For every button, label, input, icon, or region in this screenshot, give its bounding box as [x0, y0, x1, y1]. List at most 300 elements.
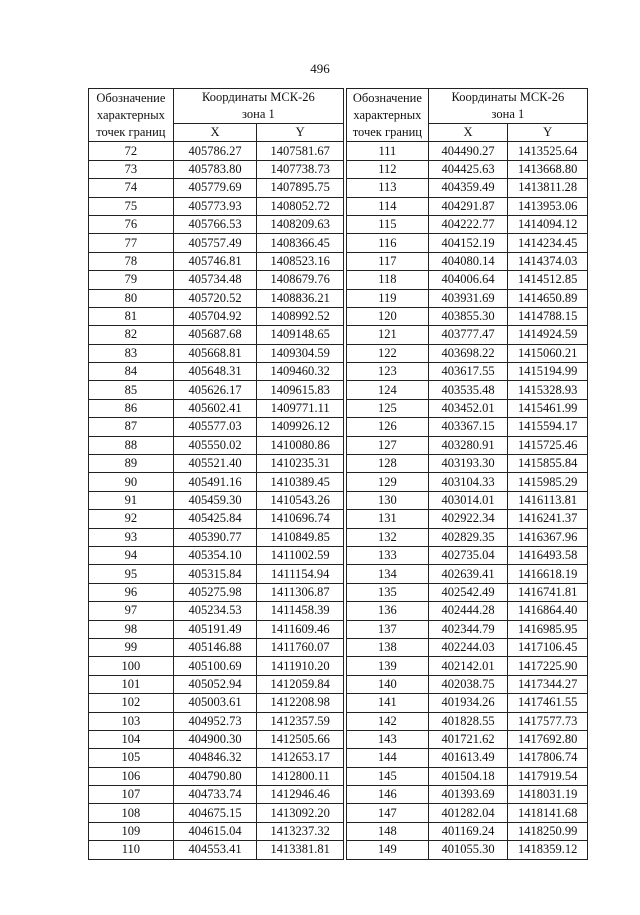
y-coordinate-cell: 1417461.55 — [508, 694, 588, 712]
table-row — [89, 657, 344, 675]
y-coordinate-cell: 1416367.96 — [508, 528, 588, 546]
y-coordinate-cell: 1408052.72 — [257, 197, 344, 215]
y-coordinate-cell: 1412357.59 — [257, 712, 344, 730]
table-row — [347, 142, 588, 160]
y-coordinate-cell: 1410080.86 — [257, 436, 344, 454]
y-coordinate-cell: 1415328.93 — [508, 381, 588, 399]
table-row — [89, 712, 344, 730]
point-id-cell: 127 — [347, 436, 429, 454]
point-id-cell: 94 — [89, 546, 174, 564]
point-id-cell: 124 — [347, 381, 429, 399]
table-row — [347, 712, 588, 730]
table-row — [89, 565, 344, 583]
y-coordinate-cell: 1412653.17 — [257, 749, 344, 767]
table-row — [89, 381, 344, 399]
table-row — [89, 197, 344, 215]
y-coordinate-cell: 1418359.12 — [508, 841, 588, 859]
coordinates-table-left — [88, 88, 344, 860]
x-coordinate-cell: 405550.02 — [173, 436, 257, 454]
point-header-line: характерных — [96, 107, 165, 122]
table-row — [347, 675, 588, 693]
y-coordinate-cell: 1409771.11 — [257, 399, 344, 417]
point-id-cell: 93 — [89, 528, 174, 546]
table-row — [347, 399, 588, 417]
table-row — [89, 804, 344, 822]
x-coordinate-cell: 403617.55 — [428, 363, 508, 381]
y-coordinate-cell: 1408679.76 — [257, 271, 344, 289]
y-coordinate-cell: 1413811.28 — [508, 179, 588, 197]
y-coordinate-cell: 1417225.90 — [508, 657, 588, 675]
y-coordinate-cell: 1409304.59 — [257, 344, 344, 362]
table-row — [89, 399, 344, 417]
coords-header-line: Координаты МСК-26 — [451, 90, 565, 104]
table-row — [89, 326, 344, 344]
point-id-cell: 145 — [347, 767, 429, 785]
point-id-cell: 137 — [347, 620, 429, 638]
x-coordinate-cell: 401282.04 — [428, 804, 508, 822]
x-coordinate-cell: 404733.74 — [173, 786, 257, 804]
y-coordinate-cell: 1415985.29 — [508, 473, 588, 491]
x-coordinate-cell: 405779.69 — [173, 179, 257, 197]
point-id-cell: 138 — [347, 638, 429, 656]
table-row — [89, 767, 344, 785]
x-coordinate-cell: 403855.30 — [428, 307, 508, 325]
x-coordinate-cell: 401828.55 — [428, 712, 508, 730]
coords-header-line: Координаты МСК-26 — [202, 90, 315, 104]
x-coordinate-cell: 404222.77 — [428, 215, 508, 233]
x-coordinate-cell: 405459.30 — [173, 491, 257, 509]
x-coordinate-cell: 405491.16 — [173, 473, 257, 491]
table-row — [89, 455, 344, 473]
y-coordinate-cell: 1413381.81 — [257, 841, 344, 859]
y-coordinate-cell: 1416864.40 — [508, 602, 588, 620]
table-row — [89, 786, 344, 804]
x-coordinate-cell: 404291.87 — [428, 197, 508, 215]
table-row — [347, 381, 588, 399]
x-coordinate-cell: 403193.30 — [428, 455, 508, 473]
point-id-cell: 79 — [89, 271, 174, 289]
table-row — [89, 252, 344, 270]
point-header-line: Обозначение — [352, 90, 422, 105]
x-coordinate-cell: 403367.15 — [428, 418, 508, 436]
y-coordinate-cell: 1414374.03 — [508, 252, 588, 270]
table-row — [347, 363, 588, 381]
point-id-cell: 81 — [89, 307, 174, 325]
x-coordinate-cell: 404675.15 — [173, 804, 257, 822]
y-coordinate-cell: 1409615.83 — [257, 381, 344, 399]
point-id-cell: 133 — [347, 546, 429, 564]
y-coordinate-cell: 1411154.94 — [257, 565, 344, 583]
y-coordinate-cell: 1411002.59 — [257, 546, 344, 564]
x-coordinate-cell: 404359.49 — [428, 179, 508, 197]
x-coordinate-cell: 404846.32 — [173, 749, 257, 767]
y-coordinate-cell: 1407581.67 — [257, 142, 344, 160]
y-coordinate-cell: 1418141.68 — [508, 804, 588, 822]
y-coordinate-cell: 1413525.64 — [508, 142, 588, 160]
point-header-line: точек границ — [96, 124, 166, 139]
y-coordinate-cell: 1411910.20 — [257, 657, 344, 675]
table-row — [89, 841, 344, 859]
point-id-cell: 102 — [89, 694, 174, 712]
y-coordinate-cell: 1412946.46 — [257, 786, 344, 804]
table-row — [347, 602, 588, 620]
table-row — [89, 491, 344, 509]
point-id-cell: 129 — [347, 473, 429, 491]
table-row — [89, 215, 344, 233]
y-coordinate-cell: 1415461.99 — [508, 399, 588, 417]
x-coordinate-cell: 405626.17 — [173, 381, 257, 399]
y-coordinate-cell: 1414234.45 — [508, 234, 588, 252]
y-coordinate-cell: 1414924.59 — [508, 326, 588, 344]
table-row — [347, 160, 588, 178]
table-row — [347, 510, 588, 528]
point-id-cell: 80 — [89, 289, 174, 307]
y-coordinate-cell: 1416618.19 — [508, 565, 588, 583]
table-row — [347, 841, 588, 859]
table-row — [89, 749, 344, 767]
point-id-cell: 84 — [89, 363, 174, 381]
x-coordinate-cell: 403777.47 — [428, 326, 508, 344]
x-coordinate-cell: 404900.30 — [173, 730, 257, 748]
point-id-cell: 125 — [347, 399, 429, 417]
point-id-cell: 141 — [347, 694, 429, 712]
y-coordinate-cell: 1411306.87 — [257, 583, 344, 601]
y-coordinate-cell: 1410543.26 — [257, 491, 344, 509]
y-coordinate-cell: 1414788.15 — [508, 307, 588, 325]
point-id-cell: 107 — [89, 786, 174, 804]
x-coordinate-cell: 405234.53 — [173, 602, 257, 620]
table-row — [89, 160, 344, 178]
x-coordinate-cell: 405521.40 — [173, 455, 257, 473]
x-coordinate-cell: 405648.31 — [173, 363, 257, 381]
x-coordinate-cell: 405577.03 — [173, 418, 257, 436]
y-coordinate-cell: 1418031.19 — [508, 786, 588, 804]
table-row — [347, 620, 588, 638]
table-row — [89, 179, 344, 197]
point-id-cell: 85 — [89, 381, 174, 399]
point-id-cell: 134 — [347, 565, 429, 583]
point-id-cell: 108 — [89, 804, 174, 822]
point-id-cell: 131 — [347, 510, 429, 528]
x-coordinate-cell: 401721.62 — [428, 730, 508, 748]
x-coordinate-cell: 405602.41 — [173, 399, 257, 417]
point-id-cell: 90 — [89, 473, 174, 491]
coords-group-header — [173, 89, 343, 124]
table-body-right — [347, 142, 588, 859]
table-row — [347, 418, 588, 436]
point-id-cell: 120 — [347, 307, 429, 325]
table-row — [347, 271, 588, 289]
x-coordinate-cell: 405146.88 — [173, 638, 257, 656]
point-id-cell: 86 — [89, 399, 174, 417]
x-coordinate-cell: 403698.22 — [428, 344, 508, 362]
table-row — [347, 234, 588, 252]
x-coordinate-cell: 404790.80 — [173, 767, 257, 785]
point-id-cell: 98 — [89, 620, 174, 638]
y-coordinate-cell: 1412800.11 — [257, 767, 344, 785]
y-coordinate-cell: 1416985.95 — [508, 620, 588, 638]
y-coordinate-cell: 1417106.45 — [508, 638, 588, 656]
point-id-cell: 111 — [347, 142, 429, 160]
coords-group-header — [428, 89, 587, 124]
table-row — [347, 767, 588, 785]
table-row — [89, 436, 344, 454]
table-row — [89, 344, 344, 362]
table-row — [347, 473, 588, 491]
point-id-cell: 147 — [347, 804, 429, 822]
x-coordinate-cell: 405191.49 — [173, 620, 257, 638]
point-id-cell: 117 — [347, 252, 429, 270]
table-row — [347, 344, 588, 362]
y-coordinate-cell: 1409926.12 — [257, 418, 344, 436]
point-id-cell: 130 — [347, 491, 429, 509]
x-coordinate-cell: 405786.27 — [173, 142, 257, 160]
x-coordinate-cell: 403452.01 — [428, 399, 508, 417]
y-coordinate-cell: 1407738.73 — [257, 160, 344, 178]
table-row — [347, 491, 588, 509]
point-id-cell: 106 — [89, 767, 174, 785]
y-coordinate-cell: 1416113.81 — [508, 491, 588, 509]
table-row — [89, 730, 344, 748]
x-coordinate-cell: 405100.69 — [173, 657, 257, 675]
y-coordinate-cell: 1410389.45 — [257, 473, 344, 491]
x-coordinate-cell: 402922.34 — [428, 510, 508, 528]
table-row — [89, 307, 344, 325]
table-row — [347, 583, 588, 601]
y-coordinate-cell: 1416493.58 — [508, 546, 588, 564]
point-id-cell: 91 — [89, 491, 174, 509]
x-coordinate-cell: 405746.81 — [173, 252, 257, 270]
x-coordinate-cell: 404425.63 — [428, 160, 508, 178]
point-header-line: характерных — [353, 107, 422, 122]
point-id-cell: 104 — [89, 730, 174, 748]
point-id-cell: 123 — [347, 363, 429, 381]
point-id-cell: 148 — [347, 822, 429, 840]
y-coordinate-cell: 1407895.75 — [257, 179, 344, 197]
point-id-cell: 88 — [89, 436, 174, 454]
x-coordinate-cell: 401613.49 — [428, 749, 508, 767]
table-row — [347, 455, 588, 473]
table-row — [347, 436, 588, 454]
y-coordinate-cell: 1408836.21 — [257, 289, 344, 307]
point-id-cell: 78 — [89, 252, 174, 270]
table-row — [89, 363, 344, 381]
point-id-cell: 105 — [89, 749, 174, 767]
x-coordinate-cell: 401169.24 — [428, 822, 508, 840]
point-id-cell: 140 — [347, 675, 429, 693]
y-coordinate-cell: 1408366.45 — [257, 234, 344, 252]
x-coordinate-cell: 405783.80 — [173, 160, 257, 178]
table-row — [347, 289, 588, 307]
y-coordinate-cell: 1412059.84 — [257, 675, 344, 693]
point-id-cell: 109 — [89, 822, 174, 840]
point-id-cell: 126 — [347, 418, 429, 436]
y-coordinate-cell: 1413237.32 — [257, 822, 344, 840]
point-id-cell: 128 — [347, 455, 429, 473]
x-coordinate-cell: 405757.49 — [173, 234, 257, 252]
y-coordinate-cell: 1413953.06 — [508, 197, 588, 215]
x-coordinate-cell: 402444.28 — [428, 602, 508, 620]
point-column-header — [89, 89, 174, 142]
point-id-cell: 139 — [347, 657, 429, 675]
x-coordinate-cell: 405704.92 — [173, 307, 257, 325]
x-coordinate-cell: 405315.84 — [173, 565, 257, 583]
y-coordinate-cell: 1410696.74 — [257, 510, 344, 528]
x-coordinate-cell: 405425.84 — [173, 510, 257, 528]
y-coordinate-cell: 1413092.20 — [257, 804, 344, 822]
table-row — [89, 271, 344, 289]
x-column-header: X — [428, 124, 508, 142]
table-row — [347, 730, 588, 748]
point-id-cell: 114 — [347, 197, 429, 215]
coordinates-table-right — [346, 88, 588, 860]
x-coordinate-cell: 403014.01 — [428, 491, 508, 509]
table-row — [89, 528, 344, 546]
y-coordinate-cell: 1416241.37 — [508, 510, 588, 528]
point-id-cell: 73 — [89, 160, 174, 178]
y-coordinate-cell: 1415594.17 — [508, 418, 588, 436]
point-id-cell: 142 — [347, 712, 429, 730]
table-row — [347, 179, 588, 197]
y-coordinate-cell: 1416741.81 — [508, 583, 588, 601]
table-row — [89, 638, 344, 656]
y-coordinate-cell: 1413668.80 — [508, 160, 588, 178]
table-row — [347, 307, 588, 325]
x-coordinate-cell: 402829.35 — [428, 528, 508, 546]
point-id-cell: 92 — [89, 510, 174, 528]
table-row — [89, 620, 344, 638]
point-header-line: Обозначение — [96, 90, 166, 105]
point-id-cell: 135 — [347, 583, 429, 601]
table-row — [347, 326, 588, 344]
point-id-cell: 112 — [347, 160, 429, 178]
point-id-cell: 99 — [89, 638, 174, 656]
point-id-cell: 119 — [347, 289, 429, 307]
y-coordinate-cell: 1414512.85 — [508, 271, 588, 289]
point-id-cell: 95 — [89, 565, 174, 583]
table-row — [347, 786, 588, 804]
y-coordinate-cell: 1411760.07 — [257, 638, 344, 656]
point-id-cell: 115 — [347, 215, 429, 233]
y-coordinate-cell: 1410849.85 — [257, 528, 344, 546]
point-id-cell: 146 — [347, 786, 429, 804]
y-column-header: Y — [257, 124, 344, 142]
x-coordinate-cell: 405003.61 — [173, 694, 257, 712]
table-row — [347, 546, 588, 564]
y-coordinate-cell: 1417919.54 — [508, 767, 588, 785]
table-row — [89, 418, 344, 436]
point-id-cell: 100 — [89, 657, 174, 675]
table-row — [347, 694, 588, 712]
table-row — [347, 565, 588, 583]
x-coordinate-cell: 404553.41 — [173, 841, 257, 859]
x-coordinate-cell: 404952.73 — [173, 712, 257, 730]
table-row — [347, 528, 588, 546]
y-column-header: Y — [508, 124, 588, 142]
x-coordinate-cell: 401504.18 — [428, 767, 508, 785]
table-row — [347, 215, 588, 233]
x-coordinate-cell: 404006.64 — [428, 271, 508, 289]
y-coordinate-cell: 1414650.89 — [508, 289, 588, 307]
y-coordinate-cell: 1415725.46 — [508, 436, 588, 454]
x-coordinate-cell: 404080.14 — [428, 252, 508, 270]
point-id-cell: 136 — [347, 602, 429, 620]
x-coordinate-cell: 405390.77 — [173, 528, 257, 546]
point-header-line: точек границ — [352, 124, 423, 139]
x-coordinate-cell: 405766.53 — [173, 215, 257, 233]
x-coordinate-cell: 402142.01 — [428, 657, 508, 675]
point-id-cell: 87 — [89, 418, 174, 436]
table-row — [89, 546, 344, 564]
table-row — [347, 657, 588, 675]
x-column-header: X — [173, 124, 257, 142]
table-row — [347, 749, 588, 767]
x-coordinate-cell: 403931.69 — [428, 289, 508, 307]
point-id-cell: 72 — [89, 142, 174, 160]
table-row — [347, 822, 588, 840]
x-coordinate-cell: 405275.98 — [173, 583, 257, 601]
table-row — [89, 602, 344, 620]
x-coordinate-cell: 405773.93 — [173, 197, 257, 215]
table-row — [89, 694, 344, 712]
table-row — [89, 142, 344, 160]
x-coordinate-cell: 405052.94 — [173, 675, 257, 693]
y-coordinate-cell: 1417692.80 — [508, 730, 588, 748]
x-coordinate-cell: 403280.91 — [428, 436, 508, 454]
y-coordinate-cell: 1408523.16 — [257, 252, 344, 270]
table-row — [347, 197, 588, 215]
table-row — [347, 804, 588, 822]
table-row — [347, 638, 588, 656]
table-row — [89, 583, 344, 601]
point-id-cell: 116 — [347, 234, 429, 252]
y-coordinate-cell: 1408992.52 — [257, 307, 344, 325]
x-coordinate-cell: 402542.49 — [428, 583, 508, 601]
x-coordinate-cell: 405720.52 — [173, 289, 257, 307]
y-coordinate-cell: 1415855.84 — [508, 455, 588, 473]
table-row — [89, 289, 344, 307]
coords-header-line: зона 1 — [491, 107, 525, 121]
y-coordinate-cell: 1411458.39 — [257, 602, 344, 620]
point-column-header — [347, 89, 429, 142]
y-coordinate-cell: 1415060.21 — [508, 344, 588, 362]
x-coordinate-cell: 401934.26 — [428, 694, 508, 712]
x-coordinate-cell: 404615.04 — [173, 822, 257, 840]
y-coordinate-cell: 1417344.27 — [508, 675, 588, 693]
y-coordinate-cell: 1414094.12 — [508, 215, 588, 233]
y-coordinate-cell: 1418250.99 — [508, 822, 588, 840]
y-coordinate-cell: 1412505.66 — [257, 730, 344, 748]
table-row — [89, 510, 344, 528]
x-coordinate-cell: 404152.19 — [428, 234, 508, 252]
x-coordinate-cell: 402639.41 — [428, 565, 508, 583]
x-coordinate-cell: 402344.79 — [428, 620, 508, 638]
point-id-cell: 76 — [89, 215, 174, 233]
x-coordinate-cell: 402038.75 — [428, 675, 508, 693]
point-id-cell: 74 — [89, 179, 174, 197]
y-coordinate-cell: 1412208.98 — [257, 694, 344, 712]
y-coordinate-cell: 1417577.73 — [508, 712, 588, 730]
page-number: 496 — [310, 61, 330, 76]
x-coordinate-cell: 401393.69 — [428, 786, 508, 804]
point-id-cell: 132 — [347, 528, 429, 546]
x-coordinate-cell: 405687.68 — [173, 326, 257, 344]
point-id-cell: 113 — [347, 179, 429, 197]
table-row — [89, 822, 344, 840]
y-coordinate-cell: 1410235.31 — [257, 455, 344, 473]
y-coordinate-cell: 1409460.32 — [257, 363, 344, 381]
point-id-cell: 103 — [89, 712, 174, 730]
